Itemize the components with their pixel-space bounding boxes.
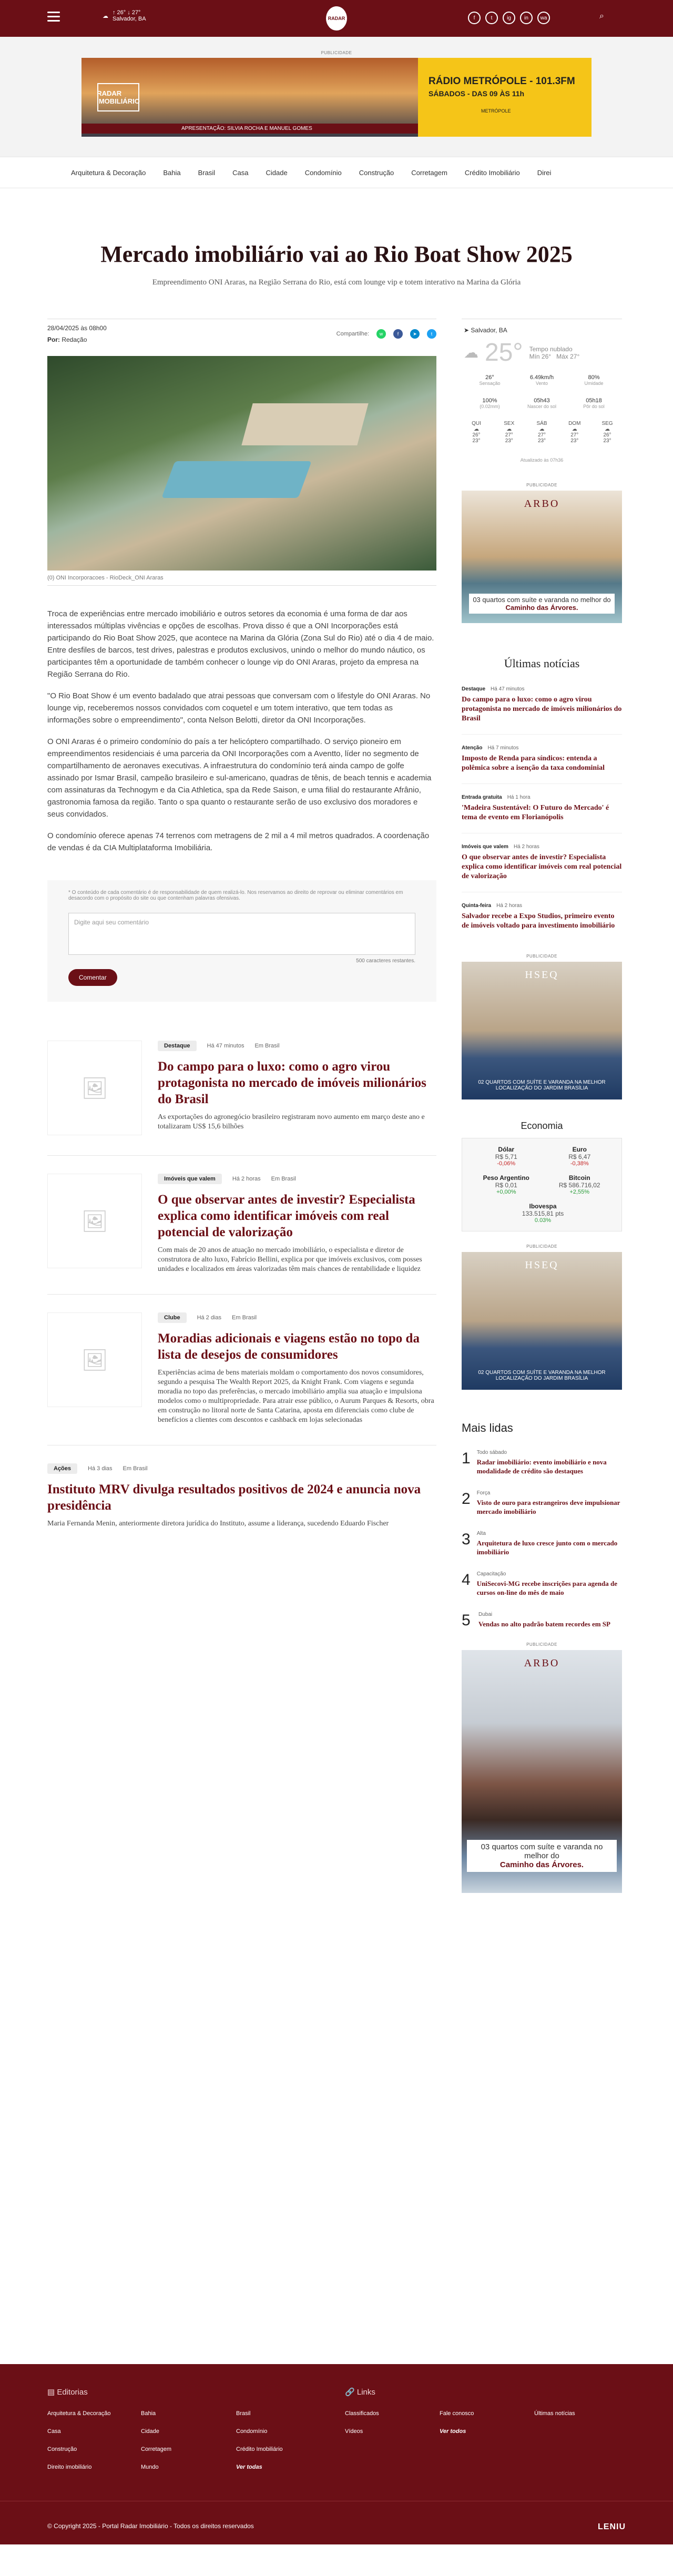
currency-change: -0,38% xyxy=(570,1160,589,1167)
footer xyxy=(0,2364,673,2544)
ad-label: PUBLICIDADE xyxy=(526,1244,557,1249)
article xyxy=(47,319,436,1549)
item-tag: Destaque xyxy=(462,686,486,692)
item-title[interactable]: Visto de ouro para estrangeiros deve impulsionar mercado imobiliário xyxy=(476,1499,620,1515)
feed-place: Em Brasil xyxy=(271,1176,296,1182)
side-ad[interactable] xyxy=(462,954,622,1099)
item-title[interactable]: Vendas no alto padrão batem recordes em SP xyxy=(478,1620,610,1628)
rank-number: 4 xyxy=(462,1571,471,1589)
whatsapp-share-icon[interactable]: w xyxy=(376,329,386,339)
weather-value: 6.49km/h xyxy=(529,374,554,381)
item-tag: Todo sábado xyxy=(476,1450,507,1455)
item-time: Há 2 horas xyxy=(496,903,523,909)
nav-item[interactable]: Condomínio xyxy=(304,168,342,177)
footer-link[interactable]: Brasil xyxy=(236,2410,251,2417)
rank-number: 3 xyxy=(462,1531,471,1548)
footer-link[interactable]: Construção xyxy=(47,2446,77,2452)
article-author: Redação xyxy=(62,336,87,343)
forecast-low: 23° xyxy=(472,438,481,444)
forecast-high: 27° xyxy=(505,432,513,438)
developer-logo[interactable]: LENIU xyxy=(598,2522,626,2531)
copyright: © Copyright 2025 - Portal Radar Imobiliário - Todos os direitos reservados xyxy=(47,2522,254,2530)
related-feed xyxy=(47,1023,436,1549)
footer-link[interactable]: Fale conosco xyxy=(440,2410,474,2417)
feed-title[interactable]: Moradias adicionais e viagens estão no topo da lista de desejos de consumidores xyxy=(158,1331,420,1362)
forecast-day: SEX xyxy=(504,421,515,426)
item-title[interactable]: O que observar antes de investir? Especialista explica como identificar imóveis com real potencial de valorização xyxy=(462,853,622,880)
feed-tag[interactable]: Imóveis que valem xyxy=(158,1174,222,1184)
facebook-share-icon[interactable]: f xyxy=(393,329,403,339)
forecast-low: 23° xyxy=(570,438,579,444)
forecast-low: 23° xyxy=(603,438,611,444)
feed-summary: As exportações do agronegócio brasileiro registraram novo aumento em março deste ano e totalizaram US$ 15,6 bilhões xyxy=(158,1113,425,1131)
social-links xyxy=(468,12,550,24)
forecast-day: SÁB xyxy=(536,421,547,426)
weather-value: 05h18 xyxy=(586,398,602,404)
header-city: Salvador, BA xyxy=(113,16,146,22)
footer-link[interactable]: Ver todas xyxy=(236,2464,262,2470)
forecast-high: 26° xyxy=(603,432,611,438)
page-title: Mercado imobiliário vai ao Rio Boat Show 2025 xyxy=(100,241,573,267)
ad-label: PUBLICIDADE xyxy=(526,483,557,487)
item-title[interactable]: Radar imobiliário: evento imobiliário e nova modalidade de crédito são destaques xyxy=(476,1458,607,1475)
ad-text: 02 QUARTOS COM SUÍTE E VARANDA NA MELHOR LOCALIZAÇÃO DO JARDIM BRASÍLIA xyxy=(478,1370,606,1381)
item-title[interactable]: Arquitetura de luxo cresce junto com o mercado imobiliário xyxy=(476,1539,618,1556)
feed-title[interactable]: Do campo para o luxo: como o agro virou protagonista no mercado de imóveis milionários do Brasil xyxy=(158,1060,426,1106)
list-item[interactable] xyxy=(462,1450,622,1475)
weather-temp: 25° xyxy=(485,339,523,366)
ad-radio: RÁDIO METRÓPOLE - 101.3FM xyxy=(429,76,575,87)
ad-text-bold: Caminho das Árvores. xyxy=(499,1860,584,1869)
article-body xyxy=(47,608,436,854)
ad-schedule: SÁBADOS - DAS 09 ÀS 11h xyxy=(429,89,525,98)
article-paragraph: O condomínio oferece apenas 74 terrenos com metragens de 2 mil a 4 mil metros quadrados. A coordenação de vendas é da CIA Multiplataforma Imobiliária. xyxy=(47,831,430,852)
list-item[interactable] xyxy=(462,795,622,833)
image-placeholder-icon: 🖼 xyxy=(47,1312,142,1407)
image-placeholder-icon: 🖼 xyxy=(47,1041,142,1135)
rank-number: 2 xyxy=(462,1490,471,1508)
linkedin-icon[interactable]: in xyxy=(520,12,533,24)
image-placeholder-icon: 🖼 xyxy=(47,1174,142,1268)
item-title[interactable]: Do campo para o luxo: como o agro virou protagonista no mercado de imóveis milionários do Brasil xyxy=(462,696,622,722)
article-date: 28/04/2025 às 08h00 xyxy=(47,324,107,332)
comment-button[interactable]: Comentar xyxy=(68,969,117,986)
item-title[interactable]: Salvador recebe a Expo Studios, primeiro evento de imóveis voltado para investimento imobiliário xyxy=(462,912,615,930)
twitter-icon[interactable]: t xyxy=(485,12,498,24)
weather-desc: Tempo nublado xyxy=(529,345,573,353)
side-ad[interactable] xyxy=(462,483,622,623)
photo-building xyxy=(241,403,368,445)
feed-time: Há 3 dias xyxy=(88,1465,113,1472)
footer-link[interactable]: Cidade xyxy=(141,2428,159,2435)
feed-time: Há 2 dias xyxy=(197,1315,222,1321)
ad-label: PUBLICIDADE xyxy=(526,954,557,959)
article-paragraph: O ONI Araras é o primeiro condomínio do país a ter helicóptero compartilhado. O serviço pioneiro em empreendimentos residenciais é uma parceria da ONI Incorporações com a Aventto, líder no segmento de compartilhamento de aeronaves executivas. A infraestrutura do condomínio terá ainda campo de golfe assinado por Ismar Brasil, campeão brasileiro e sul-americano, quadras de tênis, de beach tennis e academia com assinaturas da Technogym e da Cia Athletica, spa da Rede Saison, e uma filial do restaurante Afrânio, gastronomia famosa da região. Tanto o spa quanto o restaurante serão de uso exclusivo dos moradores e seus convidados. xyxy=(47,737,432,819)
item-tag: Força xyxy=(476,1490,491,1496)
item-time: Há 1 hora xyxy=(507,795,531,800)
forecast-high: 26° xyxy=(472,432,481,438)
ad-label: PUBLICIDADE xyxy=(526,1642,557,1647)
footer-link[interactable]: Vídeos xyxy=(345,2428,363,2435)
header-temp-low: ↓ 27° xyxy=(127,9,141,16)
feed-time: Há 47 minutos xyxy=(207,1043,244,1049)
ad-brand: HSEQ xyxy=(525,1259,559,1271)
comment-counter: 500 caracteres restantes. xyxy=(356,958,415,964)
weather-min: Mín 26° xyxy=(529,352,552,360)
feed-place: Em Brasil xyxy=(123,1465,148,1472)
category-nav xyxy=(0,157,673,188)
weather-label: Vento xyxy=(535,381,548,386)
feed-tag[interactable]: Ações xyxy=(47,1463,77,1474)
weather-value: 80% xyxy=(588,374,600,381)
section-title: Economia xyxy=(521,1121,563,1131)
weather-value: 26° xyxy=(485,374,494,381)
weather-label: Pôr do sol xyxy=(583,404,605,409)
footer-link[interactable]: Bahia xyxy=(141,2410,156,2417)
item-time: Há 2 horas xyxy=(513,844,539,850)
item-tag: Atenção xyxy=(462,745,483,751)
side-ad[interactable] xyxy=(462,1642,622,1893)
currency-name: Peso Argentino xyxy=(483,1174,529,1182)
weather-label: Sensação xyxy=(479,381,501,386)
list-item[interactable] xyxy=(462,686,622,735)
feed-place: Em Brasil xyxy=(232,1315,257,1321)
forecast-day: SEG xyxy=(601,421,613,426)
forecast-low: 23° xyxy=(505,438,513,444)
feed-place: Em Brasil xyxy=(254,1043,280,1049)
economy-widget xyxy=(462,1121,622,1231)
ad-brand: ARBO xyxy=(524,498,560,510)
item-tag: Alta xyxy=(476,1531,486,1536)
list-item[interactable] xyxy=(462,745,622,784)
item-title[interactable]: 'Madeira Sustentável: O Futuro do Mercado' é tema de evento em Florianópolis xyxy=(462,804,609,821)
footer-link[interactable]: Mundo xyxy=(141,2464,159,2470)
nav-item[interactable]: Arquitetura & Decoração xyxy=(71,168,146,177)
weather-widget xyxy=(462,319,622,470)
ad-brand: RADAR IMOBILIÁRIO xyxy=(97,83,139,111)
top-ad xyxy=(0,37,673,157)
item-time: Há 7 minutos xyxy=(487,745,519,751)
list-icon: ▤ xyxy=(47,2388,55,2397)
item-tag: Capacitação xyxy=(476,1571,506,1577)
menu-icon[interactable] xyxy=(47,12,60,22)
item-title[interactable]: Imposto de Renda para síndicos: entenda a polêmica sobre a isenção da taxa condominial xyxy=(462,755,605,772)
most-read xyxy=(462,1421,622,1630)
currency-name: Bitcoin xyxy=(568,1174,590,1182)
weather-updated: Atualizado às 07h36 xyxy=(520,457,564,463)
ad-label: PUBLICIDADE xyxy=(321,50,352,55)
weather-details xyxy=(464,374,620,409)
currency-name: Dólar xyxy=(498,1146,515,1153)
feed-tag[interactable]: Destaque xyxy=(158,1041,197,1051)
item-tag: Dubai xyxy=(478,1612,493,1617)
section-title: Últimas notícias xyxy=(504,657,580,670)
ad-text-bold: Caminho das Árvores. xyxy=(505,604,578,612)
currency-change: 0.03% xyxy=(534,1217,552,1224)
footer-link[interactable]: Classificados xyxy=(345,2410,379,2417)
feed-item[interactable] xyxy=(47,1023,436,1156)
weather-label: Nascer do sol xyxy=(527,404,557,409)
forecast-high: 27° xyxy=(537,432,546,438)
nav-item[interactable]: Crédito Imobiliário xyxy=(464,168,520,177)
author-label: Por: xyxy=(47,336,60,343)
twitter-share-icon[interactable]: t xyxy=(427,329,436,339)
feed-summary: Maria Fernanda Menin, anteriormente diretora jurídica do Instituto, assume a liderança, sucedendo Eduardo Fischer xyxy=(47,1520,389,1528)
weather-label: Umidade xyxy=(584,381,604,386)
item-time: Há 47 minutos xyxy=(491,686,525,692)
article-paragraph: Troca de experiências entre mercado imobiliário e outros setores da economia é uma forma de dar aos interessados múltiplas vivências e opções de escolhas. Prova disso é que a ONI Incorporações está participando do Rio Boat Show 2025, que acontece na Marina da Glória (Zona Sul do Rio) até o dia 4 de maio. Entre desfiles de barcos, test drives, palestras e produtos exclusivos, unindo o melhor do mundo náutico, os participantes têm a oportunidade de também conhecer o lounge vip do ONI Araras, projeto da empresa na Região Serrana do Rio. xyxy=(47,609,434,679)
photo-pool xyxy=(161,461,311,498)
share-bar xyxy=(336,324,436,343)
rank-number: 5 xyxy=(462,1612,471,1629)
weather-value: 05h43 xyxy=(534,398,550,404)
main-content xyxy=(0,287,673,2364)
list-item[interactable] xyxy=(462,1571,622,1597)
section-title: Mais lidas xyxy=(462,1421,513,1434)
currency-value: R$ 0,01 xyxy=(495,1182,517,1189)
footer-link[interactable]: Condomínio xyxy=(236,2428,268,2435)
article-meta xyxy=(47,319,436,343)
nav-item[interactable]: Bahia xyxy=(163,168,181,177)
ad-station: METRÓPOLE xyxy=(481,108,511,114)
ad-brand: HSEQ xyxy=(525,969,559,981)
item-tag: Imóveis que valem xyxy=(462,844,508,850)
feed-summary: Experiências acima de bens materiais moldam o comportamento dos novos consumidores, segundo a pesquisa The Wealth Report 2025, da Knight Frank. Com viagens e segunda moradia no topo das preferências, o mercado imobiliário amplia sua atuação e impulsiona modelos como o multipropriedade. Para atrair esse público, o Aurum Parques & Resorts, obra em construção no litoral norte de Santa Catarina, aposta em diferenciais como clube de benefícios a clientes com descontos e cashback em lojas selecionadas xyxy=(158,1369,434,1424)
search-icon[interactable]: ⌕ xyxy=(599,12,604,21)
facebook-icon[interactable]: f xyxy=(468,12,481,24)
article-header xyxy=(0,188,673,287)
footer-heading: Links xyxy=(356,2388,375,2397)
list-item[interactable] xyxy=(462,903,622,941)
currency-value: 133.515,81 pts xyxy=(522,1210,564,1217)
currency-name: Euro xyxy=(572,1146,587,1153)
list-item[interactable] xyxy=(462,1531,622,1556)
comment-input[interactable]: Digite aqui seu comentário xyxy=(68,913,415,955)
location-pin-icon: ➤ xyxy=(464,327,470,334)
nav-item[interactable]: Direi xyxy=(537,168,552,177)
telegram-share-icon[interactable]: ➤ xyxy=(410,329,420,339)
nav-item[interactable]: Brasil xyxy=(198,168,216,177)
feed-tag[interactable]: Clube xyxy=(158,1312,187,1323)
footer-heading: Editorias xyxy=(57,2388,88,2397)
header-temp-high: ↑ 26° xyxy=(113,9,126,16)
weather-forecast: QUI ☁ 26° 23° SEX ☁ 27° 23° SÁB ☁ 27° 23° DOM ☁ 27° 23° SEG ☁ 26° 23° xyxy=(472,421,613,444)
feed-item[interactable] xyxy=(47,1445,436,1549)
forecast-low: 23° xyxy=(537,438,546,444)
forecast-day: QUI xyxy=(472,421,481,426)
list-item[interactable] xyxy=(462,844,622,892)
cloud-icon: ☁ xyxy=(464,344,478,361)
weather-max: Máx 27° xyxy=(556,352,580,360)
comment-box xyxy=(47,880,436,1002)
forecast-day: DOM xyxy=(568,421,581,426)
ad-text: 02 QUARTOS COM SUÍTE E VARANDA NA MELHOR LOCALIZAÇÃO DO JARDIM BRASÍLIA xyxy=(478,1080,606,1091)
photo-caption: (0) ONI Incorporacoes - RioDeck_ONI Araras xyxy=(47,571,436,586)
link-icon: 🔗 xyxy=(345,2388,355,2397)
feed-summary: Com mais de 20 anos de atuação no mercado imobiliário, o especialista e diretor de construtora de alto luxo, Fabrício Bellini, explica por que imóveis exclusivos, com posses unidades e localizados em áreas valorizadas têm mais chances de rentabilidade e liquidez xyxy=(158,1246,422,1273)
currency-value: R$ 6,47 xyxy=(568,1153,591,1160)
weather-value: 100% xyxy=(482,398,497,404)
sidebar xyxy=(462,319,622,1893)
comment-note: * O conteúdo de cada comentário é de responsabilidade de quem realizá-lo. Nos reservamos ao direito de reprovar ou eliminar comentários em desacordo com o propósito do site ou que contenham palavras ofensivas. xyxy=(68,890,403,901)
ad-text: 03 quartos com suíte e varanda no melhor do xyxy=(481,1842,603,1860)
currency-value: R$ 5,71 xyxy=(495,1153,517,1160)
footer-link[interactable]: Crédito Imobiliário xyxy=(236,2446,283,2452)
currency-change: -0,06% xyxy=(497,1160,516,1167)
feed-time: Há 2 horas xyxy=(232,1176,261,1182)
item-title[interactable]: UniSecovi-MG recebe inscrições para agenda de cursos on-line do mês de maio xyxy=(476,1580,617,1596)
footer-link[interactable]: Corretagem xyxy=(141,2446,172,2452)
nav-item[interactable]: Corretagem xyxy=(411,168,447,177)
ad-brand: ARBO xyxy=(524,1657,560,1669)
share-label: Compartilhe: xyxy=(336,331,369,337)
footer-link[interactable]: Ver todos xyxy=(440,2428,466,2435)
whatsapp-icon[interactable]: wa xyxy=(537,12,550,24)
item-tag: Quinta-feira xyxy=(462,903,492,909)
site-logo[interactable]: RADAR xyxy=(326,6,347,30)
side-ad[interactable] xyxy=(462,1244,622,1390)
list-item[interactable] xyxy=(462,1612,622,1630)
forecast-high: 27° xyxy=(570,432,579,438)
feed-item[interactable] xyxy=(47,1295,436,1445)
nav-item[interactable]: Construção xyxy=(359,168,394,177)
rank-number: 1 xyxy=(462,1450,471,1467)
feed-item[interactable] xyxy=(47,1156,436,1295)
currency-change: +2,55% xyxy=(569,1189,590,1195)
currency-value: R$ 586.716,02 xyxy=(558,1182,600,1189)
footer-link[interactable]: Últimas notícias xyxy=(534,2410,575,2417)
item-tag: Entrada gratuita xyxy=(462,795,502,800)
instagram-icon[interactable]: ig xyxy=(503,12,515,24)
weather-label: (0.02mm) xyxy=(480,404,500,409)
cloud-icon: ☁ xyxy=(103,13,108,19)
weather-city: Salvador, BA xyxy=(471,327,507,334)
footer-link[interactable]: Casa xyxy=(47,2428,61,2435)
header-weather xyxy=(103,9,146,22)
top-bar xyxy=(0,0,673,37)
latest-news xyxy=(462,657,622,941)
ad-banner[interactable] xyxy=(81,58,592,137)
footer-link[interactable]: Arquitetura & Decoração xyxy=(47,2410,111,2417)
nav-item[interactable]: Cidade xyxy=(266,168,288,177)
article-paragraph: "O Rio Boat Show é um evento badalado que atrai pessoas que conversam com o lifestyle do ONI Araras. No lounge vip, receberemos nossos convidados com coquetel e um totem interativo, que tem todas as informações sobre o empreendimento", conta Nelson Belotti, diretor da ONI Incorporações. xyxy=(47,691,431,725)
ad-strip: APRESENTAÇÃO: SILVIA ROCHA E MANUEL GOMES xyxy=(81,124,418,134)
currency-name: Ibovespa xyxy=(529,1203,557,1210)
list-item[interactable] xyxy=(462,1490,622,1516)
article-photo[interactable] xyxy=(47,356,436,571)
nav-item[interactable]: Casa xyxy=(232,168,249,177)
feed-title[interactable]: O que observar antes de investir? Especialista explica como identificar imóveis com real potencial de valorização xyxy=(158,1193,415,1239)
ad-text: 03 quartos com suíte e varanda no melhor do xyxy=(473,596,611,604)
feed-title[interactable]: Instituto MRV divulga resultados positivos de 2024 e anuncia nova presidência xyxy=(47,1482,421,1513)
article-subtitle: Empreendimento ONI Araras, na Região Serrana do Rio, está com lounge vip e totem interativo na Marina da Glória xyxy=(152,278,521,287)
footer-link[interactable]: Direito imobiliário xyxy=(47,2464,92,2470)
currency-change: +0,00% xyxy=(496,1189,516,1195)
